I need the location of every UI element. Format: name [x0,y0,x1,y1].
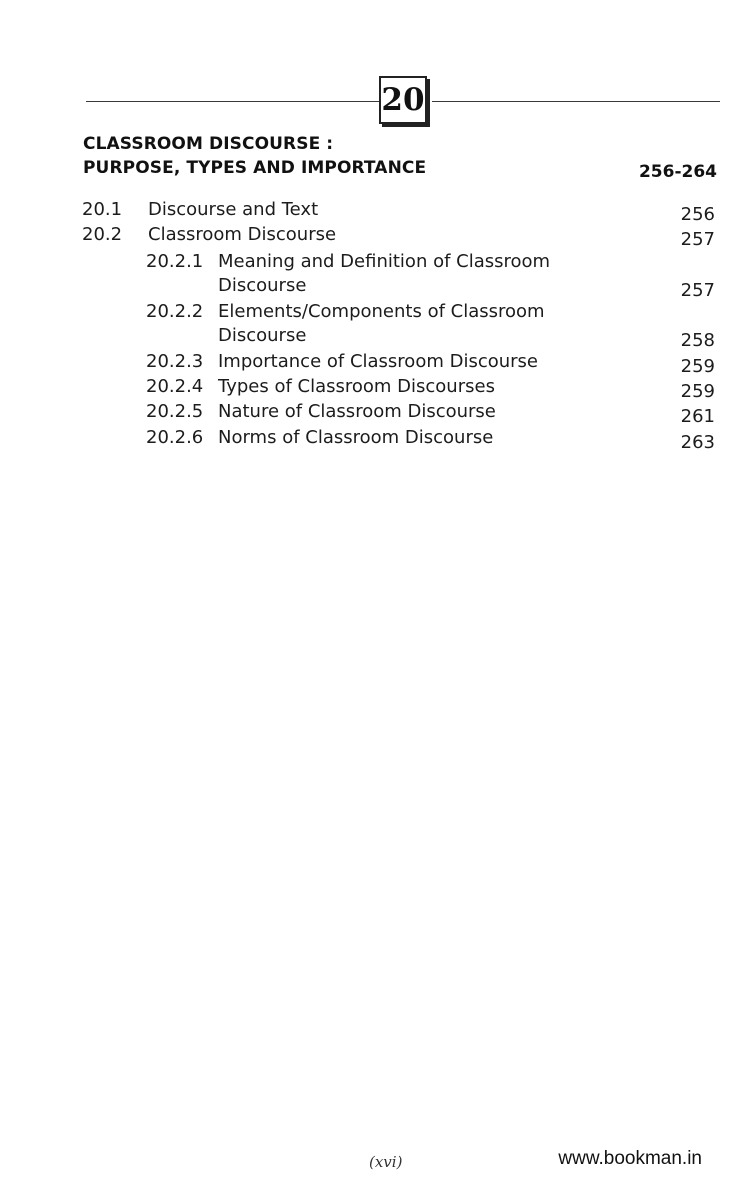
toc-entry-title-continued: Discourse [218,275,307,296]
chapter-title-line-2: PURPOSE, TYPES AND IMPORTANCE [83,158,427,178]
toc-entry-title: Norms of Classroom Discourse [218,427,494,448]
toc-entry-number: 20.2 [82,224,123,245]
toc-entry-title: Nature of Classroom Discourse [218,401,496,422]
toc-entry-page: 259 [680,381,715,402]
header-rule-left [86,101,380,102]
toc-entry-page: 261 [680,406,715,427]
toc-entry-title: Classroom Discourse [148,224,337,245]
toc-entry-number: 20.2.6 [146,427,204,448]
toc-entry-title: Meaning and Definition of Classroom [218,251,551,272]
toc-entry-page: 257 [680,229,715,250]
toc-entry-number: 20.2.1 [146,251,204,272]
chapter-title-line-1: CLASSROOM DISCOURSE : [83,134,334,154]
header-rule-right [432,101,720,102]
toc-entry-page: 258 [680,330,715,351]
toc-entry-page: 257 [680,280,715,301]
toc-entry-number: 20.2.2 [146,301,204,322]
footer-page-number: (xvi) [369,1153,403,1171]
toc-entry-page: 263 [680,432,715,453]
toc-entry-title: Importance of Classroom Discourse [218,351,538,372]
toc-entry-title: Elements/Components of Classroom [218,301,545,322]
toc-entry-number: 20.1 [82,199,123,220]
chapter-number: 20 [379,76,427,124]
toc-entry-number: 20.2.3 [146,351,204,372]
footer-website: www.bookman.in [558,1148,702,1169]
toc-entry-title-continued: Discourse [218,325,307,346]
toc-entry-title: Types of Classroom Discourses [218,376,495,397]
toc-entry-title: Discourse and Text [148,199,319,220]
chapter-title [83,132,426,180]
toc-entry-page: 259 [680,356,715,377]
toc-entry-number: 20.2.4 [146,376,204,397]
toc-entry-number: 20.2.5 [146,401,204,422]
toc-entry-page: 256 [680,204,715,225]
chapter-page-range: 256-264 [638,162,717,182]
